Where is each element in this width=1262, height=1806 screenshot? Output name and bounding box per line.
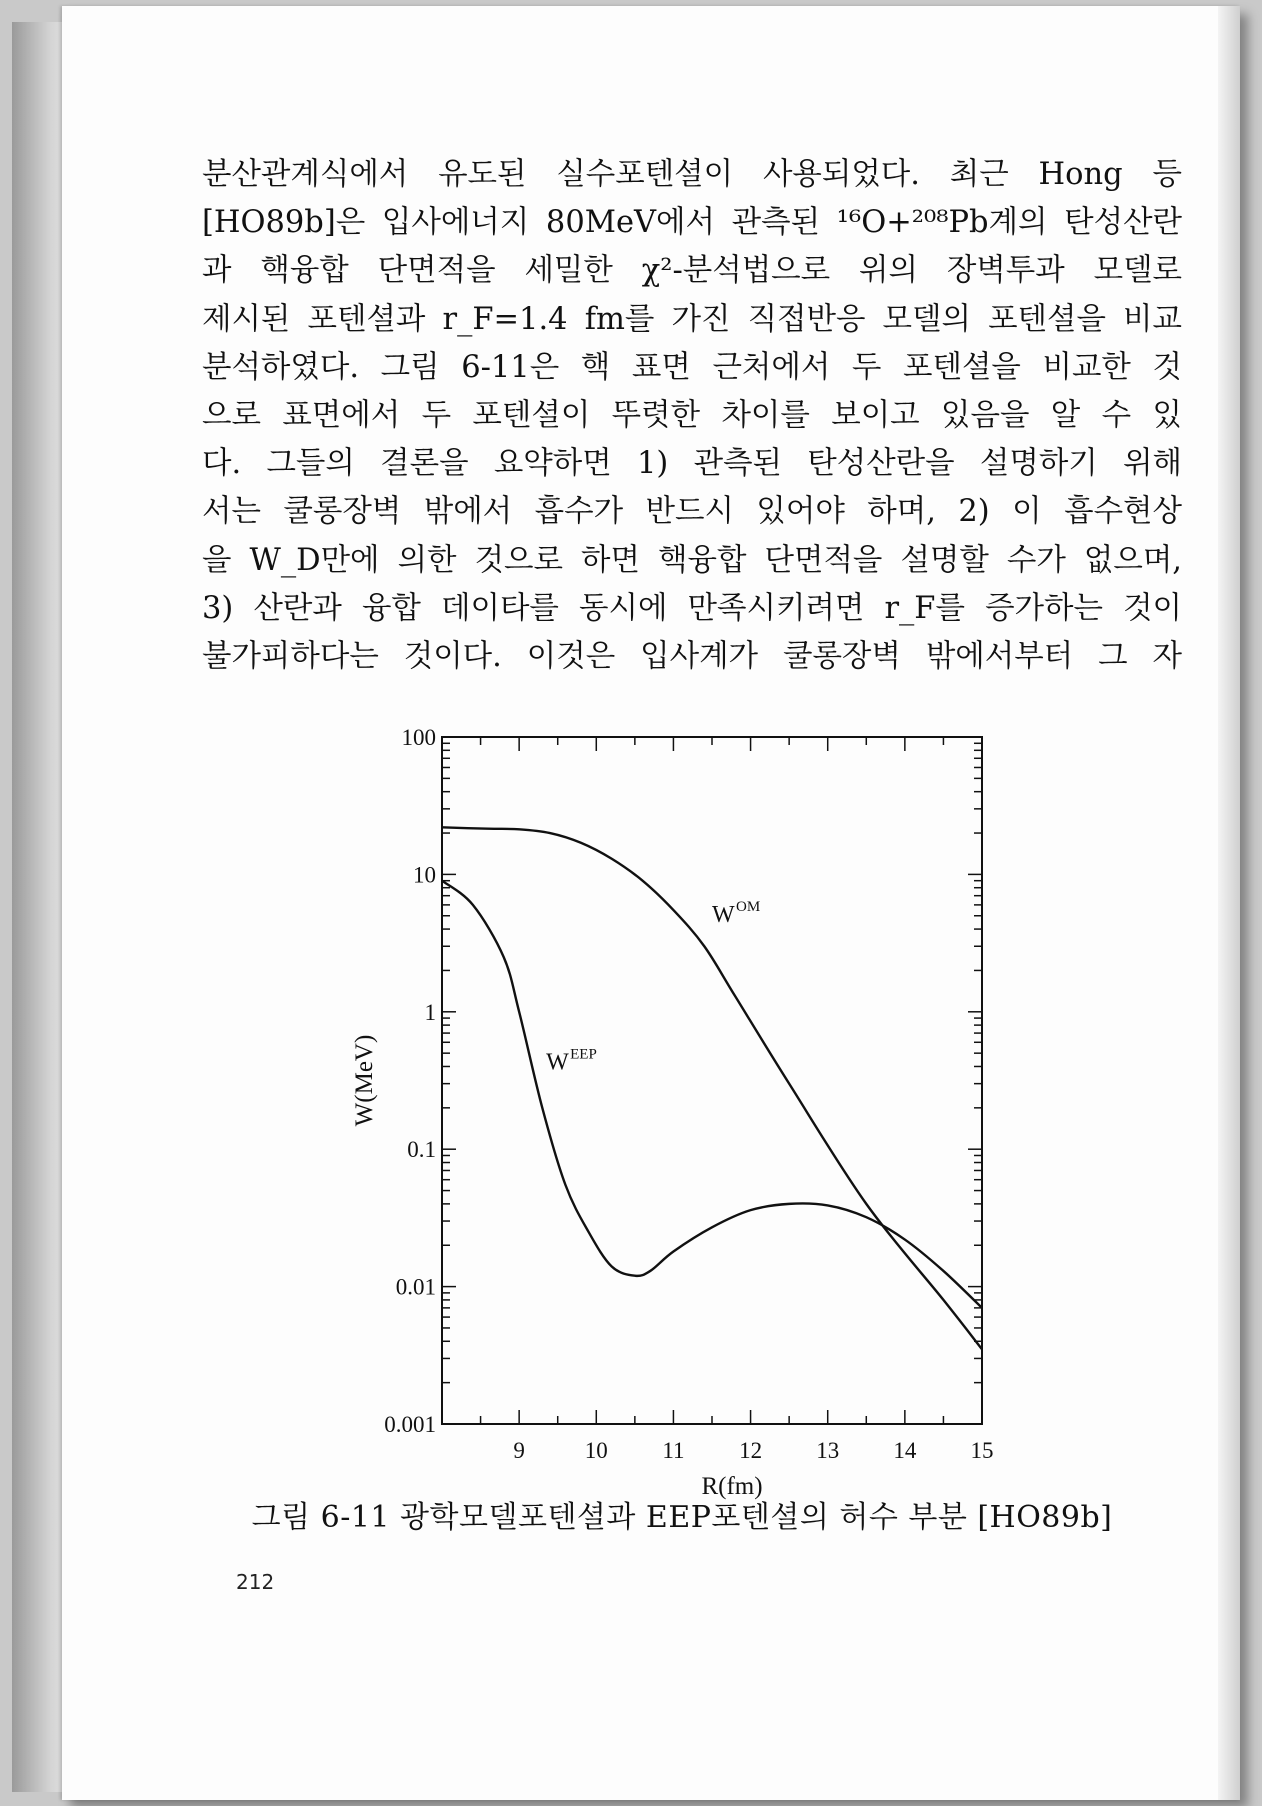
- y-tick-label: 100: [401, 725, 436, 750]
- y-tick-label: 0.1: [407, 1137, 436, 1163]
- text-line: 3) 산란과 융합 데이타를 동시에 만족시키려면 r_F를 증가하는 것이: [202, 590, 1182, 626]
- y-axis-title: W(MeV): [351, 1034, 378, 1127]
- x-tick-label: 13: [816, 1438, 840, 1463]
- x-tick-label: 11: [662, 1438, 685, 1463]
- figure-6-11: [332, 711, 1012, 1521]
- series-line-eep: [442, 881, 982, 1308]
- text-line: 으로 표면에서 두 포텐셜이 뚜렷한 차이를 보이고 있음을 알 수 있: [202, 398, 1182, 434]
- text-line: 과 핵융합 단면적을 세밀한 χ²-분석법으로 위의 장벽투과 모델로: [202, 253, 1182, 289]
- text-line: 불가피하다는 것이다. 이것은 입사계가 쿨롱장벽 밖에서부터 그 자: [202, 639, 1182, 675]
- x-axis-title: R(fm): [701, 1473, 763, 1500]
- text-line: [HO89b]은 입사에너지 80MeV에서 관측된 ¹⁶O+²⁰⁸Pb계의 탄성산란: [202, 205, 1182, 241]
- text-line: 서는 쿨롱장벽 밖에서 흡수가 반드시 있어야 하며, 2) 이 흡수현상: [202, 494, 1182, 530]
- y-tick-label: 0.001: [384, 1412, 436, 1437]
- page-number: 212: [236, 1570, 275, 1594]
- curve-label-sup-om: OM: [736, 899, 761, 916]
- y-tick-label: 1: [424, 999, 436, 1025]
- curve-label-sup-eep: EEP: [570, 1046, 597, 1063]
- curve-label-eep: W: [546, 1049, 569, 1076]
- y-tick-label: 0.01: [395, 1274, 436, 1300]
- curve-label-om: W: [712, 902, 735, 929]
- text-line: 다. 그들의 결론을 요약하면 1) 관측된 탄성산란을 설명하기 위해: [202, 446, 1182, 482]
- text-line: 분산관계식에서 유도된 실수포텐셜이 사용되었다. 최근 Hong 등: [202, 157, 1182, 192]
- potential-chart: [332, 711, 1012, 1501]
- x-tick-label: 15: [970, 1438, 994, 1463]
- x-tick-label: 9: [513, 1438, 525, 1463]
- x-tick-label: 12: [739, 1438, 763, 1463]
- book-page: [62, 6, 1240, 1800]
- body-paragraph: [202, 151, 1182, 681]
- text-line: 을 W_D만에 의한 것으로 하면 핵융합 단면적을 설명할 수가 없으며,: [202, 542, 1182, 578]
- text-line: 제시된 포텐셜과 r_F=1.4 fm를 가진 직접반응 모델의 포텐셜을 비교: [202, 301, 1182, 337]
- text-line: 분석하였다. 그림 6-11은 핵 표면 근처에서 두 포텐셜을 비교한 것: [202, 349, 1182, 385]
- page-right-edge: [1218, 6, 1240, 1800]
- x-tick-label: 14: [893, 1438, 917, 1463]
- y-tick-label: 10: [413, 862, 436, 888]
- plot-frame: [442, 737, 982, 1424]
- x-tick-label: 10: [584, 1438, 608, 1463]
- figure-caption: 그림 6-11 광학모델포텐셜과 EEP포텐셜의 허수 부분 [HO89b]: [251, 1500, 1113, 1535]
